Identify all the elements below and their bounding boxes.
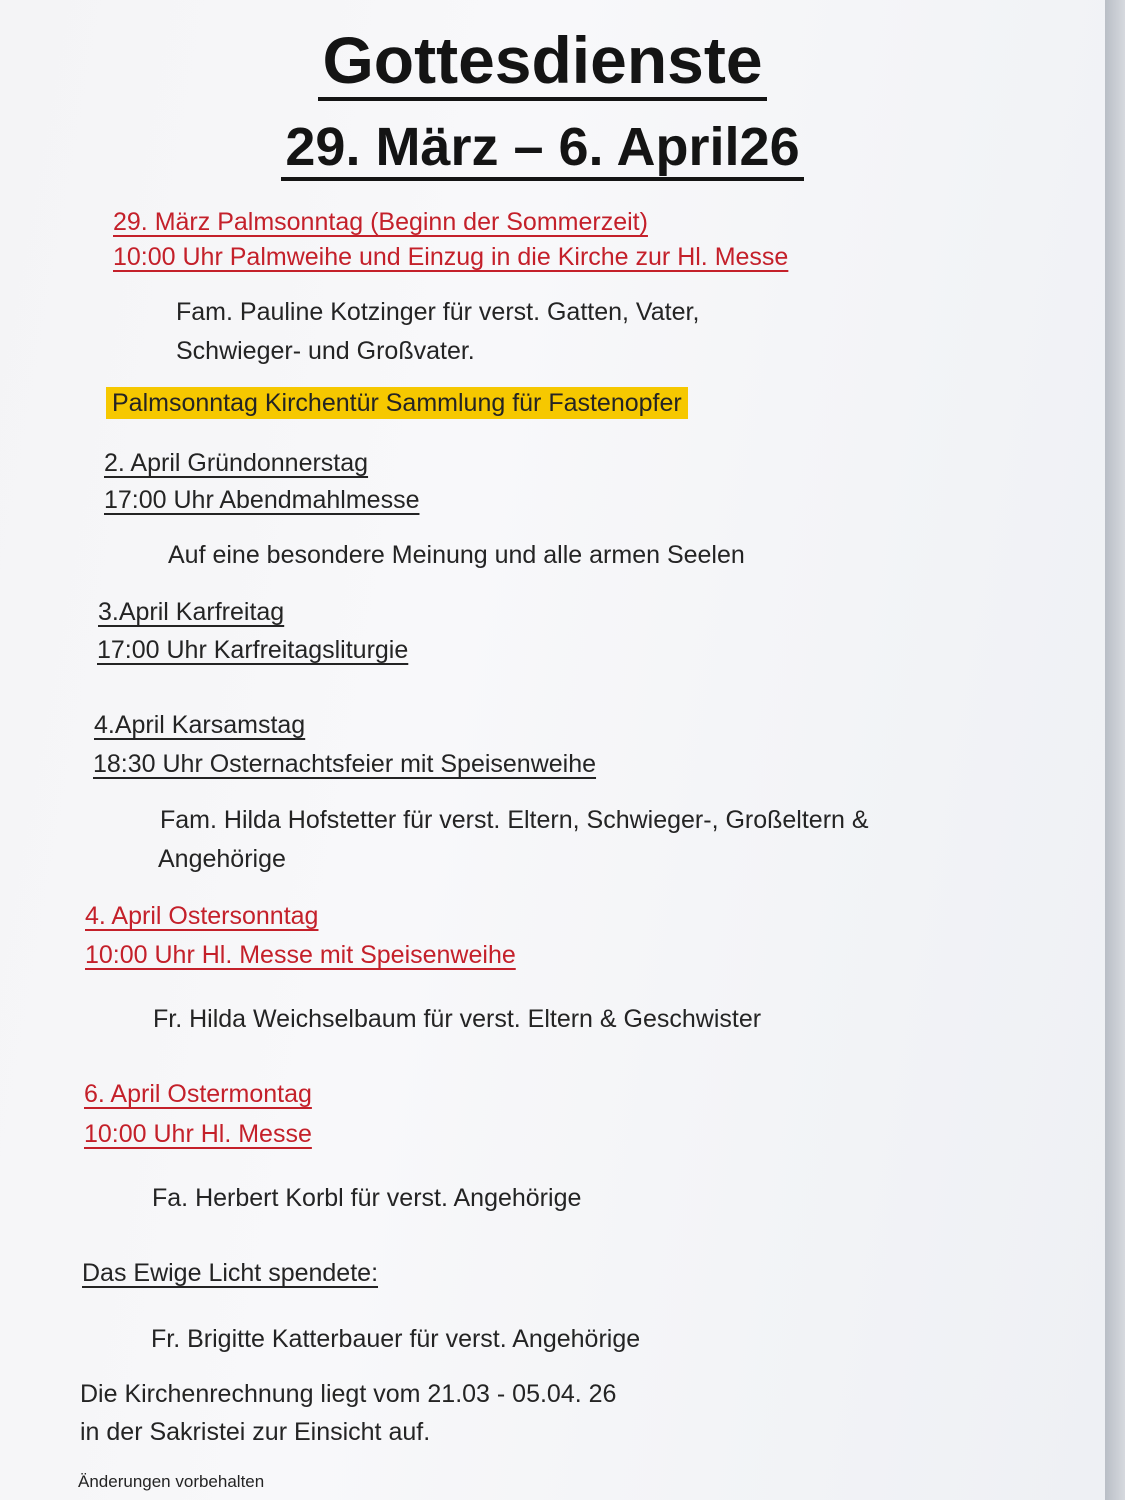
entry-time-ostermontag: 10:00 Uhr Hl. Messe bbox=[84, 1120, 312, 1148]
changes-note: Änderungen vorbehalten bbox=[78, 1472, 265, 1491]
intention-ostersonntag: Fr. Hilda Weichselbaum für verst. Eltern & Geschwister bbox=[153, 1005, 762, 1033]
ewiges-licht-heading: Das Ewige Licht spendete: bbox=[82, 1259, 379, 1287]
entry-time-karfreitag: 17:00 Uhr Karfreitagsliturgie bbox=[97, 636, 409, 664]
intention-karsamstag-line1: Fam. Hilda Hofstetter für verst. Eltern, Schwieger-, Großeltern & bbox=[160, 806, 869, 834]
date-range-subtitle: 29. März – 6. April26 bbox=[0, 116, 1085, 178]
kirchenrechnung-line2: in der Sakristei zur Einsicht auf. bbox=[80, 1418, 431, 1446]
entry-date-palmsonntag: 29. März Palmsonntag (Beginn der Sommerzeit) bbox=[113, 208, 648, 236]
entry-date-ostersonntag: 4. April Ostersonntag bbox=[85, 902, 319, 930]
entry-time-palmsonntag: 10:00 Uhr Palmweihe und Einzug in die Kirche zur Hl. Messe bbox=[113, 243, 789, 271]
intention-palmsonntag-line2: Schwieger- und Großvater. bbox=[176, 337, 475, 365]
intention-karsamstag-line2: Angehörige bbox=[158, 845, 286, 873]
collection-notice bbox=[106, 389, 688, 418]
entry-date-karsamstag: 4.April Karsamstag bbox=[94, 711, 306, 739]
intention-palmsonntag-line1: Fam. Pauline Kotzinger für verst. Gatten, Vater, bbox=[176, 298, 700, 326]
entry-date-gruendonnerstag: 2. April Gründonnerstag bbox=[104, 449, 369, 477]
intention-ostermontag: Fa. Herbert Korbl für verst. Angehörige bbox=[152, 1184, 582, 1212]
entry-time-gruendonnerstag: 17:00 Uhr Abendmahlmesse bbox=[104, 486, 420, 514]
entry-date-ostermontag: 6. April Ostermontag bbox=[84, 1080, 312, 1108]
entry-time-karsamstag: 18:30 Uhr Osternachtsfeier mit Speisenweihe bbox=[93, 750, 597, 778]
ewiges-licht-donor: Fr. Brigitte Katterbauer für verst. Angehörige bbox=[151, 1325, 641, 1353]
entry-time-ostersonntag: 10:00 Uhr Hl. Messe mit Speisenweihe bbox=[85, 941, 516, 969]
collection-highlight: Palmsonntag Kirchentür Sammlung für Fastenopfer bbox=[106, 387, 688, 419]
intention-gruendonnerstag: Auf eine besondere Meinung und alle armen Seelen bbox=[168, 541, 745, 569]
page-title: Gottesdienste bbox=[0, 22, 1085, 98]
background-edge bbox=[1105, 0, 1125, 1500]
entry-date-karfreitag: 3.April Karfreitag bbox=[98, 598, 285, 626]
kirchenrechnung-line1: Die Kirchenrechnung liegt vom 21.03 - 05.04. 26 bbox=[80, 1380, 617, 1408]
